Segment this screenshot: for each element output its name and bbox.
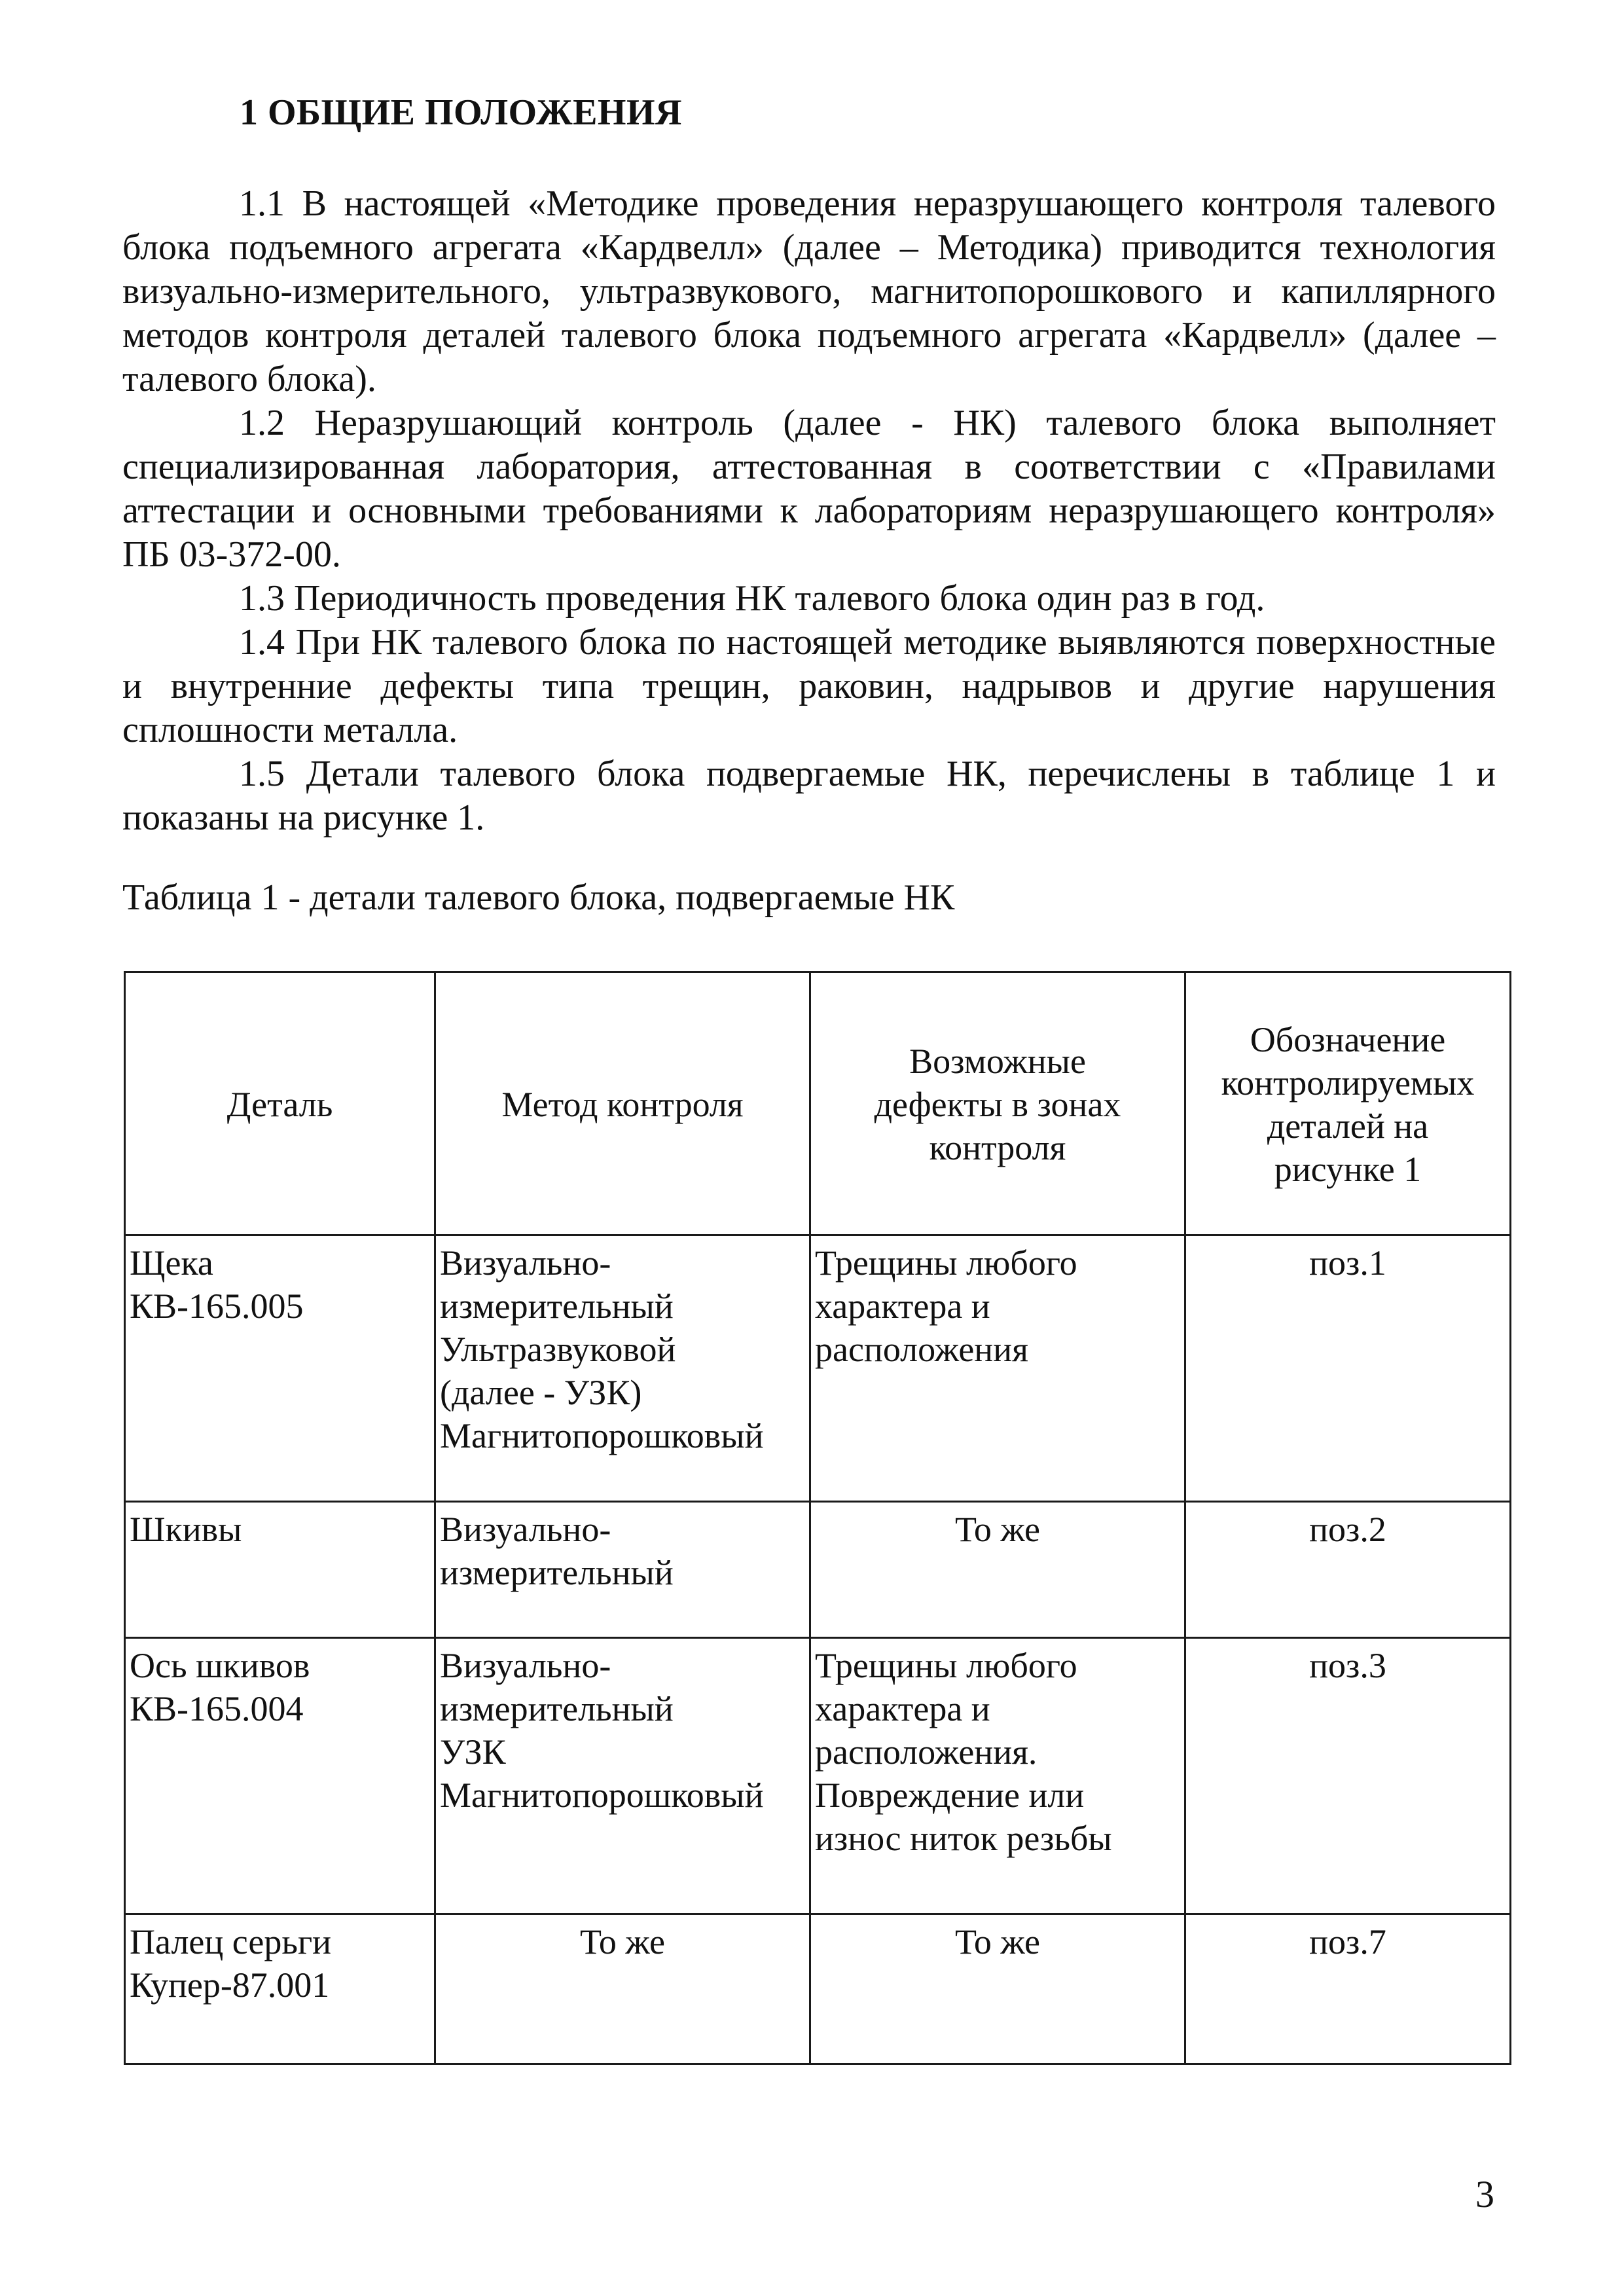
cell-detail: Палец серьги Купер-87.001 xyxy=(125,1914,435,2064)
table-caption: Таблица 1 - детали талевого блока, подвергаемые НК xyxy=(122,877,955,918)
paragraph-1-3: 1.3 Периодичность проведения НК талевого блока один раз в год. xyxy=(239,578,1265,619)
header-designation: Обозначение контролируемых деталей на рисунке 1 xyxy=(1185,972,1511,1235)
cell-method: Визуально- измерительный Ультразвуковой (далее - УЗК) Магнитопорошковый xyxy=(435,1235,810,1502)
body-text xyxy=(122,182,1496,840)
paragraph-1-5: 1.5 Детали талевого блока подвергаемые НК, перечислены в таблице 1 и показаны на рисунке 1. xyxy=(122,754,1496,838)
cell-designation: поз.7 xyxy=(1185,1914,1511,2064)
paragraph-1-2: 1.2 Неразрушающий контроль (далее - НК) талевого блока выполняет специализированная лаборатория, аттестованная в соответствии с «Правилами аттестации и основными требованиями к лабораториям неразрушающего контроля» ПБ 03-372-00. xyxy=(122,403,1496,575)
cell-defects: Трещины любого характера и расположения. Повреждение или износ ниток резьбы xyxy=(810,1638,1185,1914)
cell-designation: поз.2 xyxy=(1185,1502,1511,1638)
table-row xyxy=(125,1638,1511,1914)
cell-detail: Ось шкивов КВ-165.004 xyxy=(125,1638,435,1914)
page-number: 3 xyxy=(1475,2173,1494,2215)
table-row xyxy=(125,1914,1511,2064)
table-header-row xyxy=(125,972,1511,1235)
cell-defects: То же xyxy=(810,1914,1185,2064)
cell-method: То же xyxy=(435,1914,810,2064)
header-detail: Деталь xyxy=(125,972,435,1235)
cell-defects: То же xyxy=(810,1502,1185,1638)
cell-designation: поз.3 xyxy=(1185,1638,1511,1914)
table-row xyxy=(125,1502,1511,1638)
paragraph-1-1: 1.1 В настоящей «Методике проведения неразрушающего контроля талевого блока подъемного агрегата «Кардвелл» (далее – Методика) приводится технология визуально-измерительного, ультразвукового, магнитопорошкового и капиллярного методов контроля деталей талевого блока подъемного агрегата «Кардвелл» (далее – талевого блока). xyxy=(122,183,1496,399)
cell-detail: Шкивы xyxy=(125,1502,435,1638)
details-table xyxy=(124,971,1511,2065)
header-defects: Возможные дефекты в зонах контроля xyxy=(810,972,1185,1235)
cell-method: Визуально- измерительный УЗК Магнитопорошковый xyxy=(435,1638,810,1914)
cell-method: Визуально- измерительный xyxy=(435,1502,810,1638)
table-row xyxy=(125,1235,1511,1502)
cell-detail: Щека КВ-165.005 xyxy=(125,1235,435,1502)
header-method: Метод контроля xyxy=(435,972,810,1235)
paragraph-1-4: 1.4 При НК талевого блока по настоящей методике выявляются поверхностные и внутренние дефекты типа трещин, раковин, надрывов и другие нарушения сплошности металла. xyxy=(122,622,1496,750)
cell-defects: Трещины любого характера и расположения xyxy=(810,1235,1185,1502)
section-heading: 1 ОБЩИЕ ПОЛОЖЕНИЯ xyxy=(240,92,682,133)
cell-designation: поз.1 xyxy=(1185,1235,1511,1502)
